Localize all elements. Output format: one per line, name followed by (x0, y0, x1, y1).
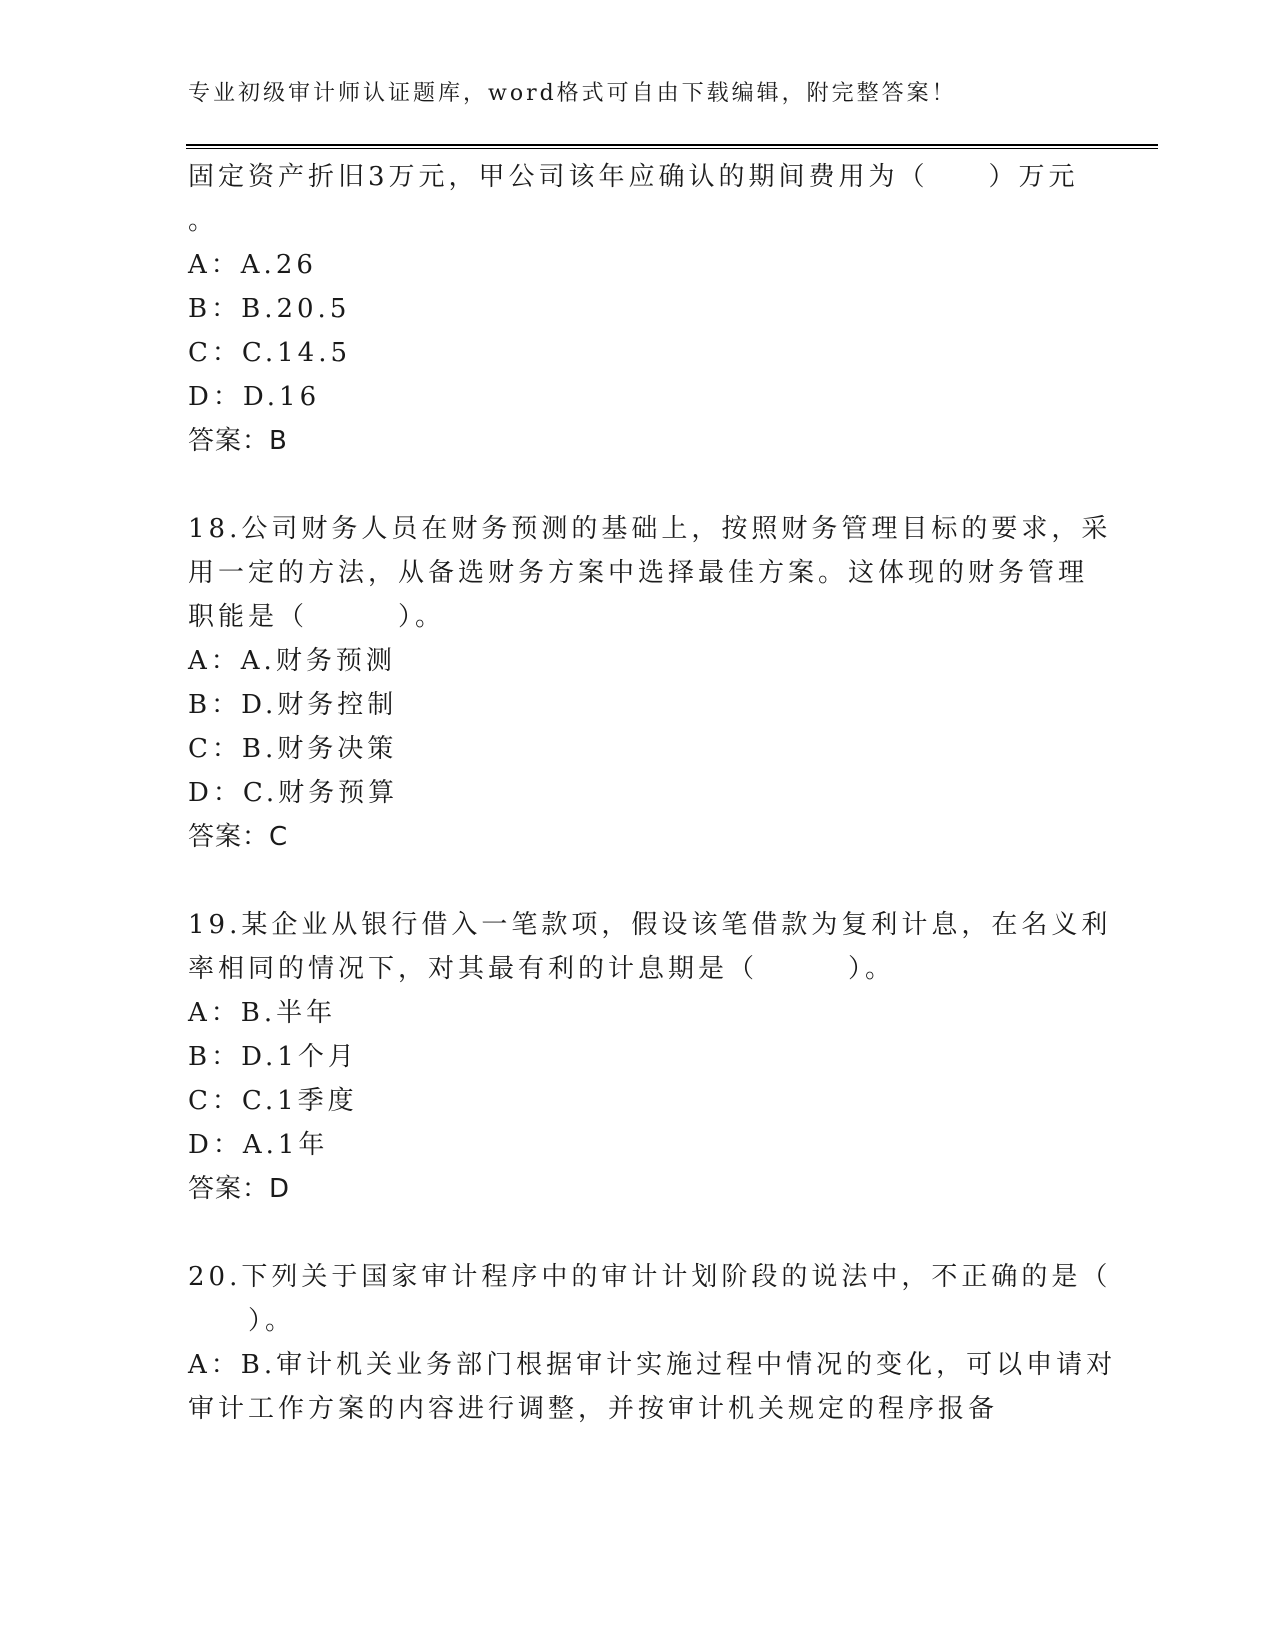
question-19-option-a: A：B.半年 (188, 998, 337, 1028)
question-19-option-b: B：D.1个月 (188, 1042, 358, 1072)
question-19-stem-line-2: 率相同的情况下，对其最有利的计息期是（ ）。 (188, 954, 896, 984)
question-19-option-d: D：A.1年 (188, 1130, 329, 1160)
question-17-option-b: B：B.20.5 (188, 294, 351, 324)
question-18-stem-line-2: 用一定的方法，从备选财务方案中选择最佳方案。这体现的财务管理 (188, 558, 1089, 588)
question-19-option-c: C：C.1季度 (188, 1086, 358, 1116)
question-18-option-a: A：A.财务预测 (188, 646, 396, 676)
question-17-stem-line-1: 固定资产折旧3万元，甲公司该年应确认的期间费用为（ ）万元 (188, 162, 1079, 192)
question-20-option-a-line-1: A：B.审计机关业务部门根据审计实施过程中情况的变化，可以申请对 (188, 1350, 1117, 1380)
question-17-answer: 答案：B (188, 426, 288, 456)
question-18-option-c: C：B.财务决策 (188, 734, 398, 764)
question-18-option-d: D：C.财务预算 (188, 778, 399, 808)
question-18-stem-line-3: 职能是（ ）。 (188, 602, 446, 632)
page-header: 专业初级审计师认证题库，word格式可自由下载编辑，附完整答案！ (188, 81, 957, 106)
question-20-stem-line-2: ）。 (188, 1306, 296, 1336)
question-19-answer: 答案：D (188, 1174, 291, 1204)
question-18-stem-line-1: 18.公司财务人员在财务预测的基础上，按照财务管理目标的要求，采 (188, 514, 1112, 544)
question-17-option-c: C：C.14.5 (188, 338, 352, 368)
question-19-stem-line-1: 19.某企业从银行借入一笔款项，假设该笔借款为复利计息，在名义利 (188, 910, 1112, 940)
question-17-stem-line-2: 。 (188, 206, 219, 236)
question-18-answer: 答案：C (188, 822, 289, 852)
question-20-stem-line-1: 20.下列关于国家审计程序中的审计计划阶段的说法中，不正确的是（ (188, 1262, 1112, 1292)
question-20-option-a-line-2: 审计工作方案的内容进行调整，并按审计机关规定的程序报备 (188, 1394, 999, 1424)
question-17-option-d: D：D.16 (188, 382, 321, 412)
question-18-option-b: B：D.财务控制 (188, 690, 398, 720)
header-rule (186, 144, 1158, 149)
question-17-option-a: A：A.26 (188, 250, 317, 280)
